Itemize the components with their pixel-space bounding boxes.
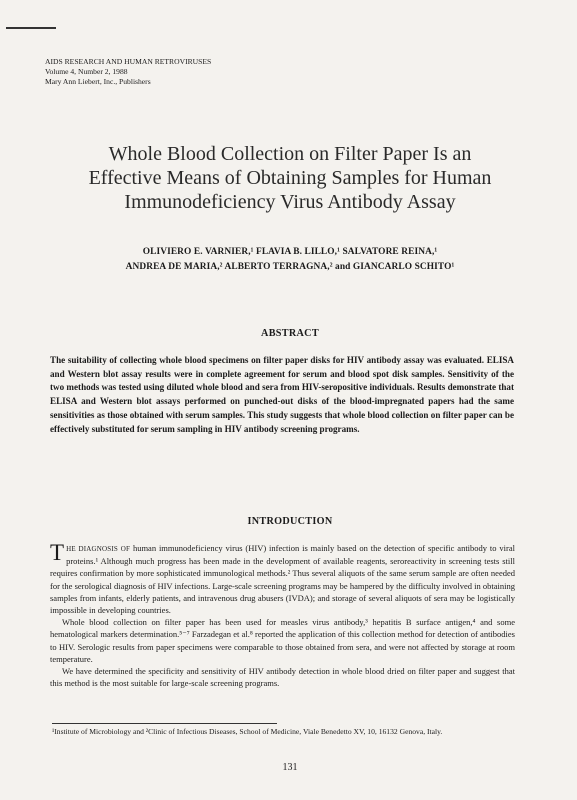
author-list <box>40 245 540 275</box>
paragraph-text: human immunodeficiency virus (HIV) infection is mainly based on the detection of specific antibody to viral proteins.¹ Although much progress has been made in the development of available reagents, seroreactivity in screening tests still requires confirmation by more sophisticated immunological methods.² Thus several aliquots of the same serum sample are often needed for the serological diagnosis of HIV infections. Large-scale screening programs may be hampered by the difficulty involved in obtaining samples from infants, elderly patients, and intravenous drug abusers (IVDA); and storage of several aliquots of sera may be logistically impossible in developing countries. <box>50 543 515 616</box>
page-number: 131 <box>282 762 298 773</box>
drop-cap: T <box>50 540 65 565</box>
footnote-rule <box>52 723 277 724</box>
introduction-text <box>50 542 515 689</box>
title-line: Immunodeficiency Virus Antibody Assay <box>124 191 456 213</box>
author-line: ANDREA DE MARIA,² ALBERTO TERRAGNA,² and GIANCARLO SCHITO¹ <box>125 262 455 272</box>
lead-in: HE DIAGNOSIS OF <box>66 545 131 553</box>
title-line: Whole Blood Collection on Filter Paper Is an <box>108 143 472 165</box>
top-rule <box>6 27 56 29</box>
journal-header <box>45 57 211 87</box>
journal-name: AIDS RESEARCH AND HUMAN RETROVIRUSES <box>45 57 212 66</box>
author-line: OLIVIERO E. VARNIER,¹ FLAVIA B. LILLO,¹ SALVATORE REINA,¹ <box>142 247 438 257</box>
abstract-text: The suitability of collecting whole blood specimens on filter paper disks for HIV antibody assay was evaluated. ELISA and Western blot assay results were in complete agreement for serum and blood spot disk samples. Sensitivity of the two methods was tested using diluted whole blood and sera from HIV-seropositive individuals. Results demonstrate that ELISA and Western blot assays performed on punched-out disks of the blood-impregnated papers had the same sensitivities as those obtained with serum samples. This study suggests that whole blood collection on filter paper can be effectively substituted for serum sampling in HIV antibody screening programs. <box>50 355 514 434</box>
abstract-heading: ABSTRACT <box>261 328 319 339</box>
title-line: Effective Means of Obtaining Samples for Human <box>88 167 492 189</box>
introduction-heading: INTRODUCTION <box>247 516 333 527</box>
intro-paragraph: We have determined the specificity and sensitivity of HIV antibody detection in whole blood dried on filter paper and suggest that this method is the most suitable for large-scale screening programs. <box>50 666 515 689</box>
journal-volume: Volume 4, Number 2, 1988 <box>45 67 128 76</box>
journal-publisher: Mary Ann Liebert, Inc., Publishers <box>45 77 151 86</box>
intro-paragraph <box>50 542 515 616</box>
affiliation-footnote: ¹Institute of Microbiology and ²Clinic of Infectious Diseases, School of Medicine, Viale Benedetto XV, 10, 16132 Genova, Italy. <box>52 727 443 736</box>
intro-paragraph: Whole blood collection on filter paper has been used for measles virus antibody,³ hepatitis B surface antigen,⁴ and some hematological markers determination.⁵⁻⁷ Farzadegan et al.⁸ reported the application of this collection method for detection of antibodies to HIV. Serologic results from paper specimens were comparable to those obtained from sera, and were not affected by storage at room temperature. <box>50 617 515 664</box>
article-title <box>40 142 540 214</box>
